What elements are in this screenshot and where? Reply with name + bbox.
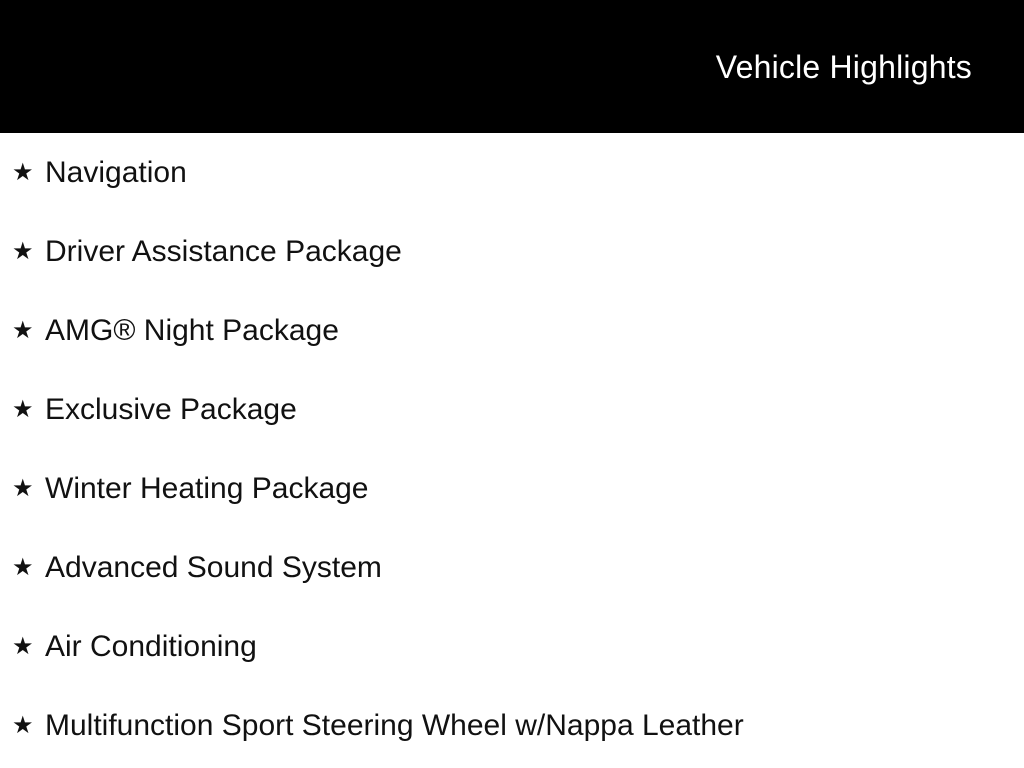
star-icon: ★ xyxy=(12,395,34,423)
item-label: Navigation xyxy=(45,155,187,189)
star-icon: ★ xyxy=(12,158,34,186)
list-item xyxy=(0,370,1024,449)
list-item xyxy=(0,133,1024,212)
star-icon: ★ xyxy=(12,237,34,265)
list-item xyxy=(0,686,1024,765)
item-label: Exclusive Package xyxy=(45,392,297,426)
star-icon: ★ xyxy=(12,711,34,739)
page-title: Vehicle Highlights xyxy=(715,48,972,85)
item-label: Winter Heating Package xyxy=(45,471,369,505)
item-label: Driver Assistance Package xyxy=(45,234,402,268)
list-item xyxy=(0,291,1024,370)
list-item xyxy=(0,607,1024,686)
list-item xyxy=(0,528,1024,607)
item-label: AMG® Night Package xyxy=(45,313,339,347)
star-icon: ★ xyxy=(12,632,34,660)
list-item xyxy=(0,212,1024,291)
star-icon: ★ xyxy=(12,474,34,502)
vehicle-highlights-list xyxy=(0,133,1024,765)
list-item xyxy=(0,449,1024,528)
star-icon: ★ xyxy=(12,553,34,581)
header-bar xyxy=(0,0,1024,133)
item-label: Advanced Sound System xyxy=(45,550,382,584)
item-label: Multifunction Sport Steering Wheel w/Nappa Leather xyxy=(45,708,744,742)
item-label: Air Conditioning xyxy=(45,629,257,663)
star-icon: ★ xyxy=(12,316,34,344)
